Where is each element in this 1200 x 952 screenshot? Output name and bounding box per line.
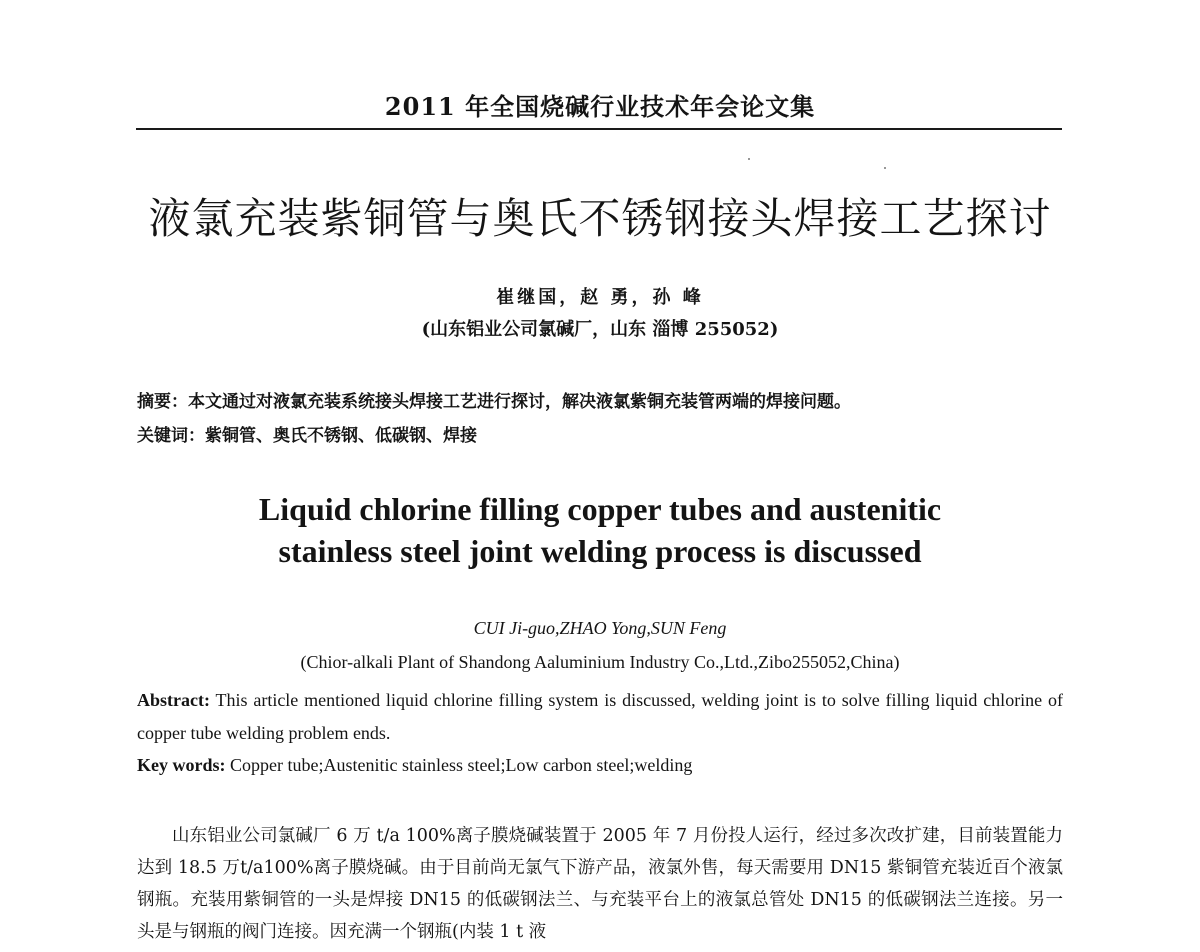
running-header: 2011 年全国烧碱行业技术年会论文集 <box>384 92 816 121</box>
scan-speck <box>884 167 886 169</box>
english-keywords-text: Copper tube;Austenitic stainless steel;Low carbon steel;welding <box>230 755 693 775</box>
chinese-keywords <box>137 424 477 448</box>
english-abstract <box>137 684 1063 750</box>
english-title <box>0 488 1200 572</box>
chinese-authors: 崔继国，赵 勇，孙 峰 <box>496 287 704 308</box>
english-keywords <box>137 753 1063 777</box>
chinese-keywords-text: 紫铜管、奥氏不锈钢、低碳钢、焊接 <box>205 426 477 446</box>
english-title-line-2: stainless steel joint welding process is discussed <box>278 533 922 569</box>
english-affiliation: (Chior-alkali Plant of Shandong Aaluminium Industry Co.,Ltd.,Zibo255052,China) <box>300 652 900 672</box>
chinese-abstract-label: 摘要： <box>137 392 188 412</box>
english-keywords-label: Key words: <box>137 755 226 775</box>
chinese-keywords-label: 关键词： <box>137 426 205 446</box>
english-authors: CUI Ji-guo,ZHAO Yong,SUN Feng <box>473 618 727 638</box>
body-paragraph: 山东铝业公司氯碱厂 6 万 t/a 100%离子膜烧碱装置于 2005 年 7 月份投人运行，经过多次改扩建，目前装置能力达到 18.5 万t/a100%离子膜烧碱。由于目前尚无氯气下游产品，液氯外售，每天需要用 DN15 紫铜管充装近百个液氯钢瓶。充装用紫铜管的一头是焊接 DN15 的低碳钢法兰、与充装平台上的液氯总管处 DN15 的低碳钢法兰连接。另一头是与钢瓶的阀门连接。因充满一个钢瓶(内装 1 t 液 <box>137 826 1063 942</box>
english-abstract-label: Abstract: <box>137 690 210 710</box>
chinese-affiliation: (山东铝业公司氯碱厂，山东 淄博 255052) <box>421 319 779 340</box>
scan-speck <box>748 158 750 160</box>
header-rule <box>136 128 1062 130</box>
english-title-line-1: Liquid chlorine filling copper tubes and austenitic <box>258 491 942 527</box>
chinese-abstract <box>137 390 851 414</box>
chinese-abstract-text: 本文通过对液氯充装系统接头焊接工艺进行探讨，解决液氯紫铜充装管两端的焊接问题。 <box>188 392 851 412</box>
english-abstract-text: This article mentioned liquid chlorine filling system is discussed, welding joint is to solve filling liquid chlorine of copper tube welding problem ends. <box>137 690 1063 743</box>
chinese-title: 液氯充装紫铜管与奥氏不锈钢接头焊接工艺探讨 <box>148 194 1052 243</box>
